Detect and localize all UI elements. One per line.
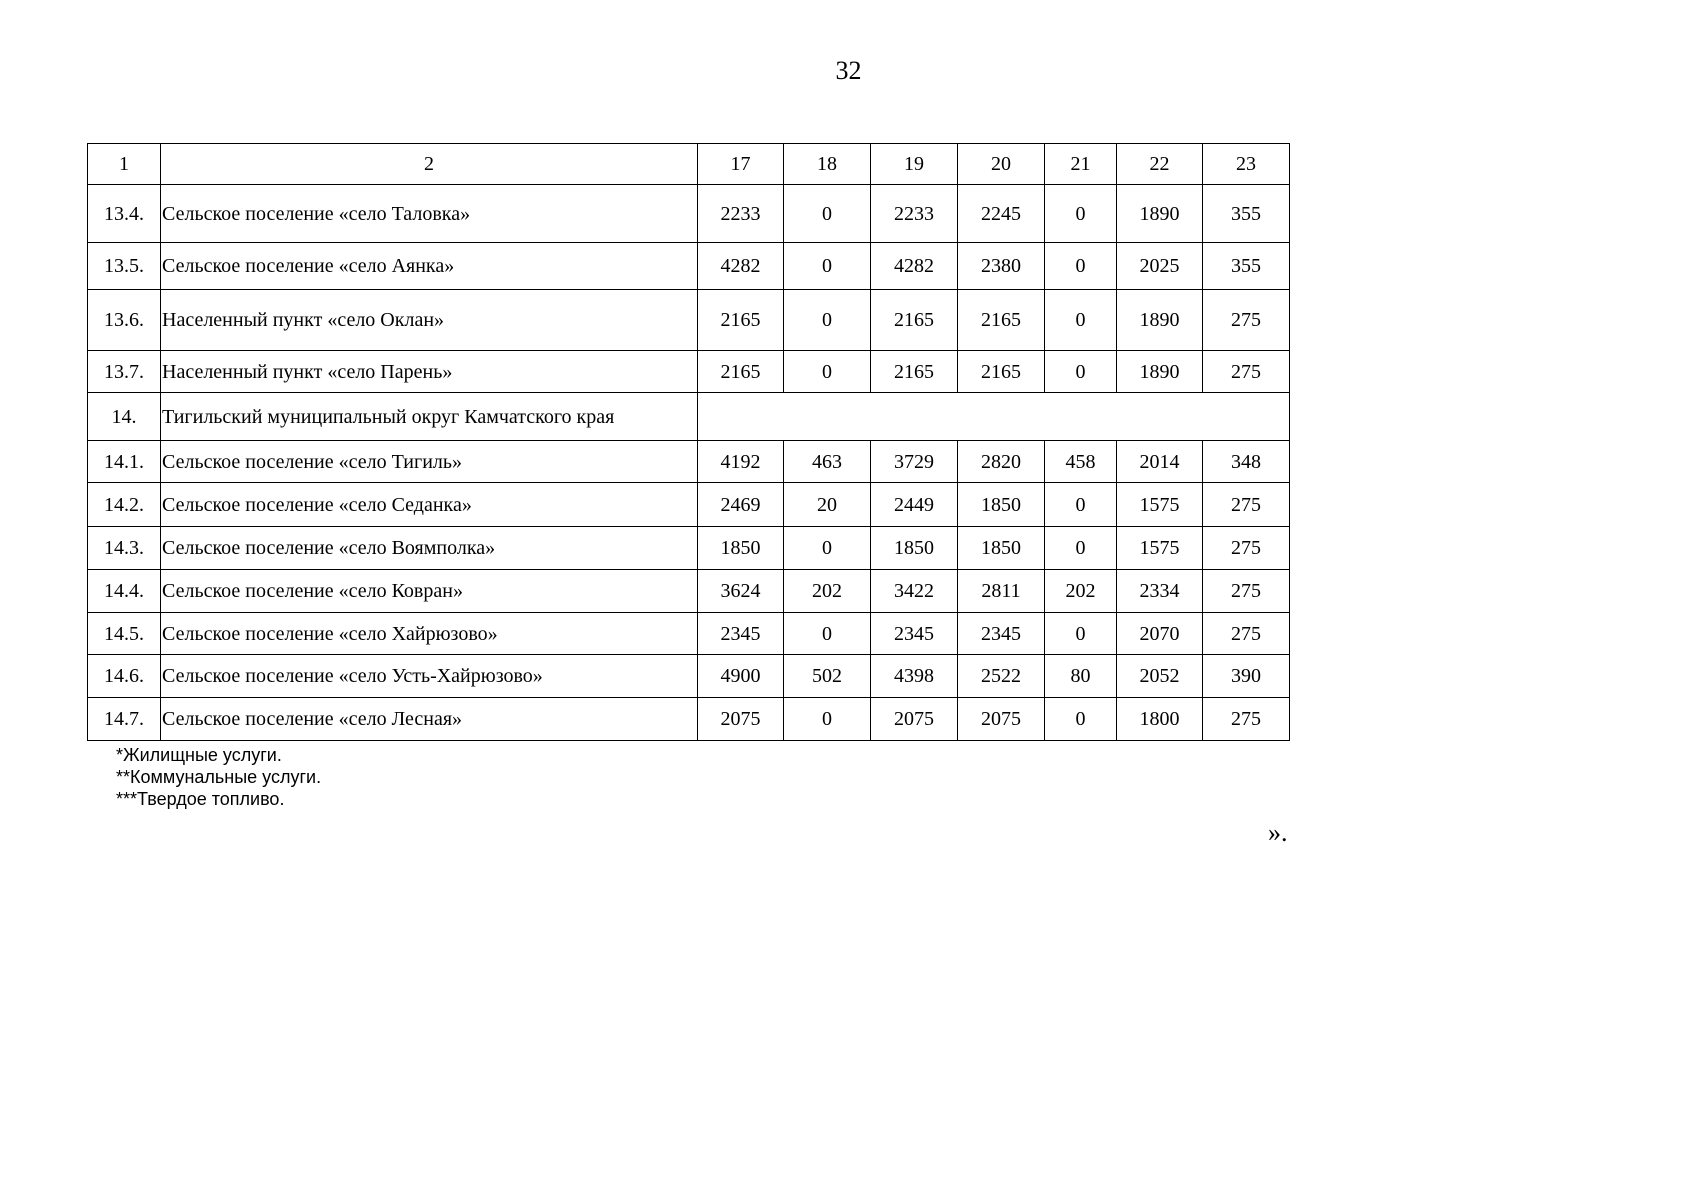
value-cell: 0 (784, 290, 871, 351)
value-cell: 2811 (958, 570, 1045, 613)
section-name-cell: Тигильский муниципальный округ Камчатского края (161, 393, 698, 441)
value-cell: 275 (1203, 527, 1290, 570)
value-cell: 2345 (698, 613, 784, 655)
value-cell: 0 (1045, 185, 1117, 243)
table-row (88, 351, 1290, 393)
value-cell: 2165 (871, 351, 958, 393)
value-cell: 202 (1045, 570, 1117, 613)
table-row (88, 185, 1290, 243)
value-cell: 0 (1045, 290, 1117, 351)
value-cell: 0 (1045, 698, 1117, 741)
value-cell: 0 (784, 698, 871, 741)
value-cell: 2052 (1117, 655, 1203, 698)
value-cell: 4192 (698, 441, 784, 483)
value-cell: 80 (1045, 655, 1117, 698)
row-name-cell: Населенный пункт «село Парень» (161, 351, 698, 393)
value-cell: 275 (1203, 351, 1290, 393)
value-cell: 390 (1203, 655, 1290, 698)
value-cell: 2014 (1117, 441, 1203, 483)
row-name-cell: Сельское поселение «село Воямполка» (161, 527, 698, 570)
value-cell: 2449 (871, 483, 958, 527)
value-cell: 502 (784, 655, 871, 698)
header-cell: 19 (871, 144, 958, 185)
row-name-cell: Сельское поселение «село Усть-Хайрюзово» (161, 655, 698, 698)
header-cell: 22 (1117, 144, 1203, 185)
value-cell: 1850 (958, 483, 1045, 527)
page-number: 32 (835, 56, 862, 85)
value-cell: 2070 (1117, 613, 1203, 655)
value-cell: 275 (1203, 483, 1290, 527)
value-cell: 275 (1203, 570, 1290, 613)
header-cell: 21 (1045, 144, 1117, 185)
value-cell: 4900 (698, 655, 784, 698)
value-cell: 0 (784, 613, 871, 655)
row-number-cell: 13.7. (88, 351, 161, 393)
value-cell: 2075 (958, 698, 1045, 741)
header-cell: 17 (698, 144, 784, 185)
value-cell: 2165 (958, 290, 1045, 351)
footnote-housing: *Жилищные услуги. (116, 745, 282, 765)
value-cell: 355 (1203, 243, 1290, 290)
value-cell: 458 (1045, 441, 1117, 483)
value-cell: 4398 (871, 655, 958, 698)
row-name-cell: Сельское поселение «село Тигиль» (161, 441, 698, 483)
table-row (88, 441, 1290, 483)
value-cell: 4282 (698, 243, 784, 290)
value-cell: 0 (1045, 527, 1117, 570)
value-cell: 2025 (1117, 243, 1203, 290)
header-cell: 2 (161, 144, 698, 185)
value-cell: 0 (1045, 243, 1117, 290)
data-table (87, 143, 1290, 741)
table-row (88, 570, 1290, 613)
table-row (88, 698, 1290, 741)
header-cell: 23 (1203, 144, 1290, 185)
value-cell: 20 (784, 483, 871, 527)
value-cell: 275 (1203, 290, 1290, 351)
value-cell: 1575 (1117, 483, 1203, 527)
value-cell: 1800 (1117, 698, 1203, 741)
value-cell: 2075 (871, 698, 958, 741)
row-number-cell: 14.6. (88, 655, 161, 698)
header-cell: 18 (784, 144, 871, 185)
row-name-cell: Сельское поселение «село Хайрюзово» (161, 613, 698, 655)
row-name-cell: Сельское поселение «село Аянка» (161, 243, 698, 290)
table-row (88, 483, 1290, 527)
footnote-utilities: **Коммунальные услуги. (116, 767, 322, 787)
value-cell: 2522 (958, 655, 1045, 698)
footnotes (116, 744, 321, 810)
value-cell: 4282 (871, 243, 958, 290)
row-number-cell: 14.5. (88, 613, 161, 655)
value-cell: 1890 (1117, 185, 1203, 243)
table-header-row (88, 144, 1290, 185)
value-cell: 2334 (1117, 570, 1203, 613)
value-cell: 2165 (958, 351, 1045, 393)
value-cell: 2165 (698, 351, 784, 393)
row-number-cell: 14.2. (88, 483, 161, 527)
value-cell: 2345 (871, 613, 958, 655)
row-name-cell: Сельское поселение «село Таловка» (161, 185, 698, 243)
value-cell: 0 (784, 243, 871, 290)
row-number-cell: 13.5. (88, 243, 161, 290)
value-cell: 1890 (1117, 351, 1203, 393)
header-cell: 1 (88, 144, 161, 185)
table-row (88, 613, 1290, 655)
value-cell: 0 (1045, 351, 1117, 393)
header-cell: 20 (958, 144, 1045, 185)
row-number-cell: 14.1. (88, 441, 161, 483)
table-row (88, 290, 1290, 351)
value-cell: 0 (784, 351, 871, 393)
value-cell: 2469 (698, 483, 784, 527)
value-cell: 2233 (698, 185, 784, 243)
row-number-cell: 13.6. (88, 290, 161, 351)
value-cell: 2233 (871, 185, 958, 243)
value-cell: 275 (1203, 698, 1290, 741)
closing-quote-mark: ». (1268, 818, 1288, 847)
value-cell: 1850 (698, 527, 784, 570)
value-cell: 3624 (698, 570, 784, 613)
value-cell: 1850 (871, 527, 958, 570)
value-cell: 463 (784, 441, 871, 483)
table-row (88, 243, 1290, 290)
table-section-row (88, 393, 1290, 441)
empty-merged-cell (698, 393, 1290, 441)
row-number-cell: 14. (88, 393, 161, 441)
row-number-cell: 14.3. (88, 527, 161, 570)
table-body (88, 144, 1290, 741)
value-cell: 348 (1203, 441, 1290, 483)
table-row (88, 527, 1290, 570)
value-cell: 2075 (698, 698, 784, 741)
value-cell: 2165 (698, 290, 784, 351)
row-number-cell: 14.7. (88, 698, 161, 741)
value-cell: 0 (784, 527, 871, 570)
value-cell: 1850 (958, 527, 1045, 570)
value-cell: 2820 (958, 441, 1045, 483)
value-cell: 202 (784, 570, 871, 613)
row-name-cell: Населенный пункт «село Оклан» (161, 290, 698, 351)
value-cell: 355 (1203, 185, 1290, 243)
value-cell: 2245 (958, 185, 1045, 243)
value-cell: 2165 (871, 290, 958, 351)
value-cell: 1890 (1117, 290, 1203, 351)
table-row (88, 655, 1290, 698)
value-cell: 0 (1045, 483, 1117, 527)
row-name-cell: Сельское поселение «село Лесная» (161, 698, 698, 741)
value-cell: 2345 (958, 613, 1045, 655)
value-cell: 0 (1045, 613, 1117, 655)
row-name-cell: Сельское поселение «село Седанка» (161, 483, 698, 527)
value-cell: 2380 (958, 243, 1045, 290)
value-cell: 275 (1203, 613, 1290, 655)
row-number-cell: 14.4. (88, 570, 161, 613)
value-cell: 0 (784, 185, 871, 243)
value-cell: 1575 (1117, 527, 1203, 570)
row-number-cell: 13.4. (88, 185, 161, 243)
row-name-cell: Сельское поселение «село Ковран» (161, 570, 698, 613)
value-cell: 3729 (871, 441, 958, 483)
footnote-solid-fuel: ***Твердое топливо. (116, 789, 285, 809)
value-cell: 3422 (871, 570, 958, 613)
